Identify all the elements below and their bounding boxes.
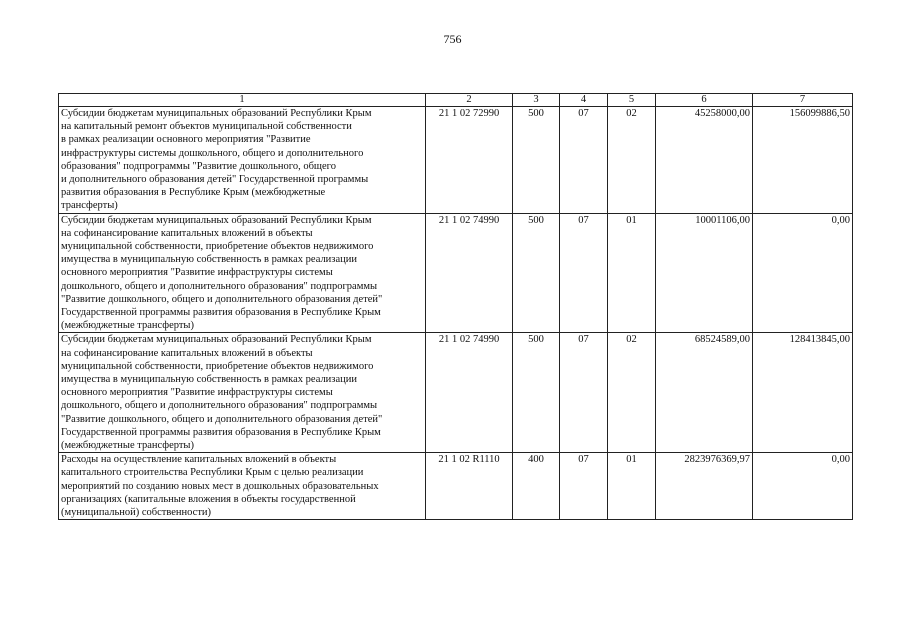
row-column-5: 02 <box>608 333 656 453</box>
row-column-4: 07 <box>560 107 608 214</box>
row-description: Субсидии бюджетам муниципальных образований Республики Крым на софинансирование капитальных вложений в объекты муниципальной собственности, приобретение объектов недвижимого имущества в муниципальную собственность в рамках реализации основного мероприятия "Развитие инфраструктуры системы дошкольного, общего и дополнительного образования" подпрограммы "Развитие дошкольного, общего и дополнительного образования детей" Государственной программы развития образования в Республике Крым (межбюджетные трансферты) <box>59 333 426 453</box>
table-row <box>59 453 853 520</box>
row-code: 21 1 02 74990 <box>426 333 513 453</box>
row-description: Расходы на осуществление капитальных вложений в объекты капитального строительства Республики Крым с целью реализации мероприятий по созданию новых мест в дошкольных образовательных организациях (капитальные вложения в объекты государственной (муниципальной) собственности) <box>59 453 426 520</box>
row-column-3: 400 <box>513 453 560 520</box>
row-column-4: 07 <box>560 213 608 333</box>
row-column-3: 500 <box>513 333 560 453</box>
row-amount-7: 0,00 <box>753 213 853 333</box>
row-column-5: 01 <box>608 213 656 333</box>
row-amount-6: 10001106,00 <box>656 213 753 333</box>
row-amount-6: 2823976369,97 <box>656 453 753 520</box>
header-row <box>59 94 853 107</box>
column-header: 2 <box>426 94 513 107</box>
table-row <box>59 107 853 214</box>
table-row <box>59 333 853 453</box>
budget-table <box>58 93 853 520</box>
row-column-3: 500 <box>513 107 560 214</box>
table-row <box>59 213 853 333</box>
row-code: 21 1 02 74990 <box>426 213 513 333</box>
row-code: 21 1 02 72990 <box>426 107 513 214</box>
row-column-4: 07 <box>560 453 608 520</box>
row-column-5: 02 <box>608 107 656 214</box>
row-amount-6: 68524589,00 <box>656 333 753 453</box>
column-header: 1 <box>59 94 426 107</box>
column-header: 3 <box>513 94 560 107</box>
column-header: 6 <box>656 94 753 107</box>
column-header: 4 <box>560 94 608 107</box>
column-header: 5 <box>608 94 656 107</box>
row-amount-7: 128413845,00 <box>753 333 853 453</box>
row-code: 21 1 02 R1110 <box>426 453 513 520</box>
column-header: 7 <box>753 94 853 107</box>
page-number: 756 <box>443 32 462 46</box>
row-amount-7: 156099886,50 <box>753 107 853 214</box>
row-description: Субсидии бюджетам муниципальных образований Республики Крым на софинансирование капитальных вложений в объекты муниципальной собственности, приобретение объектов недвижимого имущества в муниципальную собственность в рамках реализации основного мероприятия "Развитие инфраструктуры системы дошкольного, общего и дополнительного образования" подпрограммы "Развитие дошкольного, общего и дополнительного образования детей" Государственной программы развития образования в Республике Крым (межбюджетные трансферты) <box>59 213 426 333</box>
row-amount-6: 45258000,00 <box>656 107 753 214</box>
row-amount-7: 0,00 <box>753 453 853 520</box>
row-column-5: 01 <box>608 453 656 520</box>
row-column-3: 500 <box>513 213 560 333</box>
row-column-4: 07 <box>560 333 608 453</box>
row-description: Субсидии бюджетам муниципальных образований Республики Крым на капитальный ремонт объектов муниципальной собственности в рамках реализации основного мероприятия "Развитие инфраструктуры системы дошкольного, общего и дополнительного образования" подпрограммы "Развитие дошкольного, общего и дополнительного образования детей" Государственной программы развития образования в Республике Крым (межбюджетные трансферты) <box>59 107 426 214</box>
